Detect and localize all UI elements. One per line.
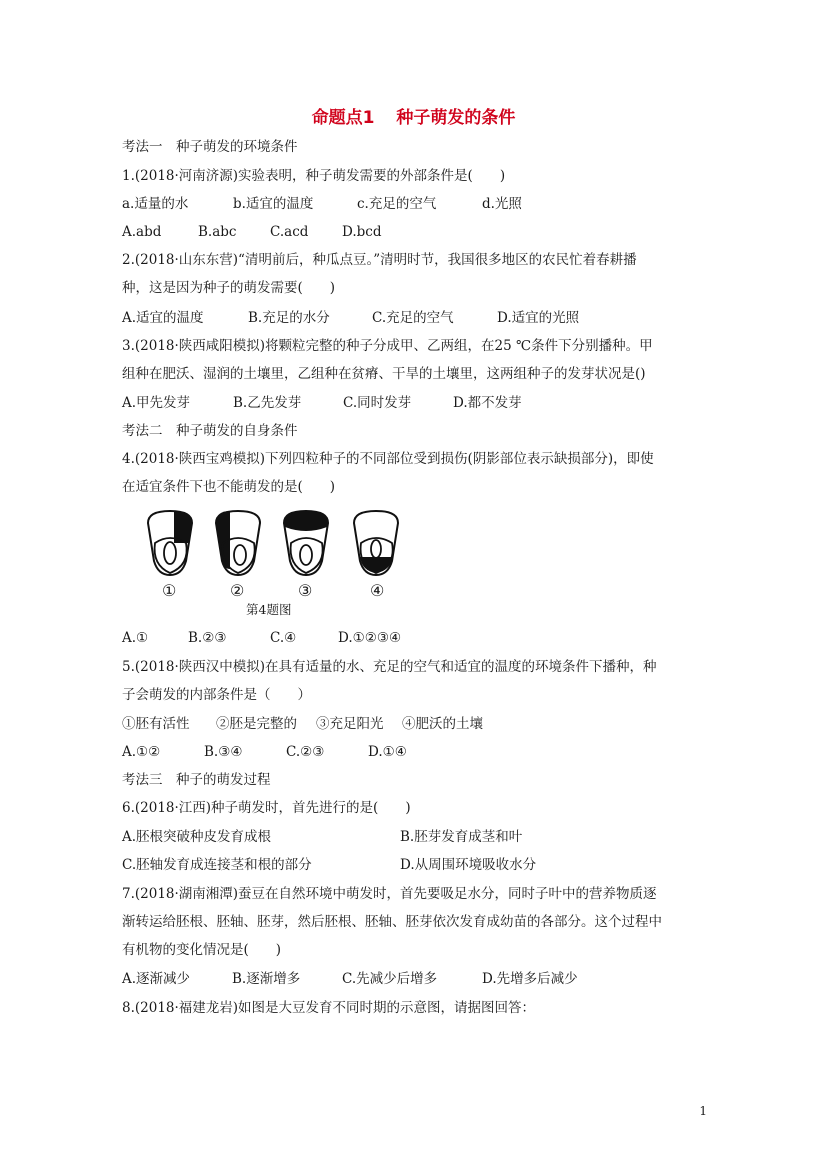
- q7-stem-line2: 渐转运给胚根、胚轴、胚芽，然后胚根、胚轴、胚芽依次发育成幼苗的各部分。这个过程中: [122, 914, 662, 930]
- q1-option-d: D.bcd: [342, 224, 382, 240]
- q5-option-d: D.①④: [368, 744, 407, 760]
- q7-option-c: C.先减少后增多: [342, 971, 438, 987]
- seed-diagram-svg: [140, 505, 430, 585]
- q1-item-b: b.适宜的温度: [233, 196, 314, 212]
- q3-option-c: C.同时发芽: [343, 395, 412, 411]
- title-sub: 种子萌发的条件: [396, 108, 516, 128]
- q6-stem: 6.(2018·江西)种子萌发时，首先进行的是( ): [122, 800, 411, 816]
- q4-option-c: C.④: [270, 630, 297, 646]
- q7-stem-line3: 有机物的变化情况是( ): [122, 942, 282, 958]
- q5-option-b: B.③④: [204, 744, 243, 760]
- q4-stem-line1: 4.(2018·陕西宝鸡模拟)下列四粒种子的不同部位受到损伤(阴影部位表示缺损部分)，即使: [122, 451, 654, 467]
- q3-option-d: D.都不发芽: [453, 395, 522, 411]
- q2-option-c: C.充足的空气: [372, 310, 454, 326]
- q7-option-b: B.逐渐增多: [232, 971, 301, 987]
- q1-option-c: C.acd: [270, 224, 309, 240]
- seed-label-3: ③: [298, 581, 313, 600]
- q1-option-b: B.abc: [198, 224, 237, 240]
- q2-option-a: A.适宜的温度: [122, 310, 204, 326]
- q1-stem: 1.(2018·河南济源)实验表明，种子萌发需要的外部条件是( ): [122, 168, 506, 184]
- section-heading-2: 考法二 种子萌发的自身条件: [122, 423, 298, 439]
- figure-caption: 第4题图: [246, 602, 292, 617]
- page-number: 1: [699, 1104, 707, 1118]
- q5-item-2: ②胚是完整的: [216, 716, 297, 732]
- q5-stem-line1: 5.(2018·陕西汉中模拟)在具有适量的水、充足的空气和适宜的温度的环境条件下播种，种: [122, 659, 657, 675]
- section-heading-1: 考法一 种子萌发的环境条件: [122, 139, 298, 155]
- q7-option-a: A.逐渐减少: [122, 971, 191, 987]
- q4-option-a: A.①: [122, 630, 149, 646]
- q6-option-c: C.胚轴发育成连接茎和根的部分: [122, 857, 312, 873]
- q5-item-1: ①胚有活性: [122, 716, 190, 732]
- seed-2: [216, 511, 260, 575]
- seed-label-4: ④: [370, 581, 385, 600]
- q7-option-d: D.先增多后减少: [482, 971, 578, 987]
- q5-stem-line2: 子会萌发的内部条件是（ ）: [122, 687, 311, 703]
- q3-option-b: B.乙先发芽: [233, 395, 302, 411]
- q8-stem: 8.(2018·福建龙岩)如图是大豆发育不同时期的示意图，请据图回答：: [122, 1000, 536, 1016]
- q7-stem-line1: 7.(2018·湖南湘潭)蚕豆在自然环境中萌发时，首先要吸足水分，同时子叶中的营养物质逐: [122, 886, 657, 902]
- q5-item-3: ③充足阳光: [316, 716, 384, 732]
- seed-3: [284, 511, 328, 575]
- q2-stem-line2: 种，这是因为种子的萌发需要( ): [122, 280, 336, 296]
- page-title: [0, 103, 827, 128]
- section-heading-3: 考法三 种子的萌发过程: [122, 772, 271, 788]
- q5-item-4: ④肥沃的土壤: [402, 716, 483, 732]
- q4-stem-line2: 在适宜条件下也不能萌发的是( ): [122, 479, 336, 495]
- seed-label-1: ①: [162, 581, 177, 600]
- q1-item-d: d.光照: [482, 196, 522, 212]
- q1-item-c: c.充足的空气: [357, 196, 437, 212]
- q5-option-a: A.①②: [122, 744, 161, 760]
- q6-option-b: B.胚芽发育成茎和叶: [400, 829, 523, 845]
- seed-diagram: [140, 505, 430, 605]
- seed-4: [354, 511, 398, 575]
- seed-label-2: ②: [230, 581, 245, 600]
- q1-option-a: A.abd: [122, 224, 162, 240]
- q6-option-d: D.从周围环境吸收水分: [400, 857, 537, 873]
- q5-option-c: C.②③: [286, 744, 325, 760]
- title-main: 命题点1: [311, 108, 375, 128]
- q3-option-a: A.甲先发芽: [122, 395, 191, 411]
- q2-option-b: B.充足的水分: [248, 310, 330, 326]
- seed-1: [148, 511, 192, 575]
- q3-stem-line2: 组种在肥沃、湿润的土壤里，乙组种在贫瘠、干旱的土壤里，这两组种子的发芽状况是(): [122, 366, 646, 382]
- q2-stem-line1: 2.(2018·山东东营)“清明前后，种瓜点豆。”清明时节，我国很多地区的农民忙着春耕播: [122, 252, 637, 268]
- q4-option-d: D.①②③④: [338, 630, 402, 646]
- q6-option-a: A.胚根突破种皮发育成根: [122, 829, 272, 845]
- q4-option-b: B.②③: [188, 630, 227, 646]
- q2-option-d: D.适宜的光照: [497, 310, 580, 326]
- q3-stem-line1: 3.(2018·陕西咸阳模拟)将颗粒完整的种子分成甲、乙两组，在25 ℃条件下分别播种。甲: [122, 338, 653, 354]
- q1-item-a: a.适量的水: [122, 196, 189, 212]
